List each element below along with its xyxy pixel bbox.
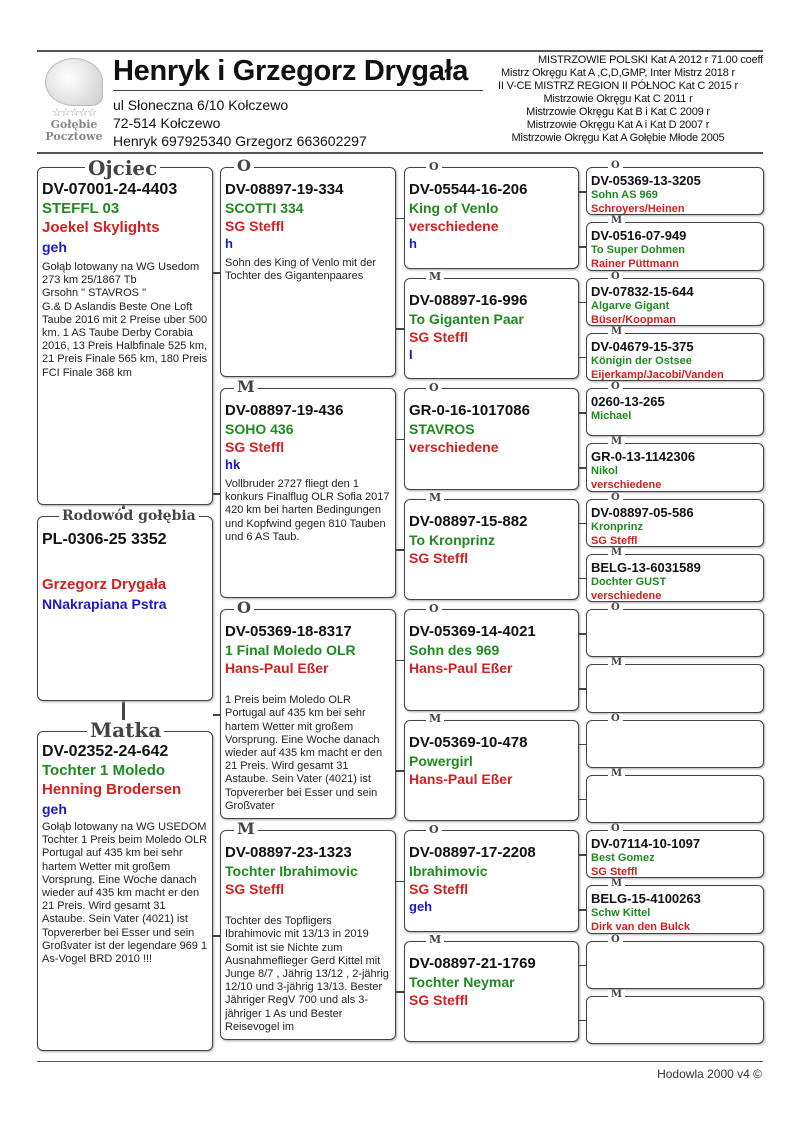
- pedigree-card[interactable]: [404, 278, 579, 380]
- pigeon-name: Tochter Neymar: [409, 973, 515, 990]
- logo-text: Gołębie: [50, 118, 98, 131]
- color: geh: [42, 801, 67, 817]
- award: II V-CE MISTRZ REGION II PÓŁNOC Kat C 2015 r: [498, 80, 738, 92]
- dam-label: M: [608, 879, 625, 889]
- pedigree-card[interactable]: [586, 775, 764, 823]
- breeder: verschiedene: [591, 589, 662, 602]
- breeder: SG Steffl: [591, 866, 638, 878]
- breeder: SG Steffl: [409, 991, 469, 1008]
- sire-label: O: [608, 603, 623, 613]
- connector: [579, 799, 586, 801]
- breeder: SG Steffl: [409, 328, 469, 345]
- ring-number: DV-08897-19-436: [225, 402, 344, 419]
- sire-label: O: [234, 600, 254, 616]
- award: MISTRZOWIE POLSKI Kat A 2012 r 71.00 coeff: [538, 54, 763, 66]
- award: Mistrzowie Okręgu Kat C 2011 r: [543, 93, 693, 105]
- connector: [579, 246, 586, 248]
- pigeon-name: Tochter Ibrahimovic: [225, 863, 358, 879]
- connector: [396, 991, 404, 993]
- connector: [579, 909, 586, 911]
- dam-label: M: [608, 769, 625, 779]
- connector: [396, 660, 404, 662]
- connector: [396, 218, 404, 220]
- breeder: verschiedene: [409, 439, 499, 455]
- header-rule: [37, 152, 763, 154]
- ring-number: DV-0516-07-949: [591, 228, 687, 244]
- color: I: [409, 346, 413, 362]
- pigeon-name: Powergirl: [409, 752, 473, 769]
- sire-label: O: [608, 382, 623, 392]
- pigeon-name: Königin der Ostsee: [591, 354, 692, 367]
- pedigree-card[interactable]: [586, 609, 764, 657]
- pedigree-card[interactable]: [586, 167, 764, 215]
- pedigree-card[interactable]: [404, 499, 579, 601]
- connector: [396, 549, 404, 551]
- connector: [213, 272, 220, 274]
- connector: [213, 493, 220, 495]
- breeder: Büser/Koopman: [591, 313, 676, 326]
- ring-number: GR-0-13-1142306: [591, 449, 696, 465]
- pigeon-name: STEFFL 03: [42, 200, 120, 217]
- note: Gołąb lotowany na WG Usedom 273 km 25/1867 Tb Grsohn " STAVROS " G.& D Aslandis Beste One Loft Taube 2016 mit 2 Preise uber 500 km. 1 AS Taube Derby Corabia 2016, 13 Preis Halbfinale 525 km, 21 Preis Finale 565 km, 180 Preis FCI Finale 368 km: [42, 261, 208, 379]
- pedigree-card[interactable]: [220, 167, 396, 377]
- address-line: 72-514 Kołczewo: [113, 115, 221, 131]
- pedigree-card[interactable]: [586, 443, 764, 491]
- connector: [213, 714, 220, 716]
- dam-label: M: [426, 934, 444, 945]
- connector: [579, 191, 586, 193]
- ring-number: DV-08897-21-1769: [409, 954, 536, 972]
- ring-number: DV-08897-23-1323: [225, 844, 352, 861]
- dam-label: M: [234, 379, 258, 395]
- note: Sohn des King of Venlo mit der Tochter des Gigantenpaares: [225, 257, 377, 283]
- pigeon-name: Tochter 1 Moledo: [42, 762, 166, 779]
- pedigree-card[interactable]: [586, 278, 764, 326]
- pigeon-name: Sohn AS 969: [591, 189, 658, 201]
- breeder: verschiedene: [409, 218, 499, 234]
- logo: [38, 58, 110, 150]
- breeder: Dirk van den Bulck: [591, 921, 691, 934]
- pigeon-name: SCOTTI 334: [225, 200, 304, 216]
- pedigree-card[interactable]: [404, 388, 579, 490]
- breeder: Hans-Paul Eßer: [225, 660, 329, 676]
- award: Mistrzowie Okręgu Kat A Gołębie Młode 2005: [511, 132, 725, 144]
- pigeon-name: Schw Kittel: [591, 907, 651, 920]
- pigeon-name: Sohn des 969: [409, 642, 500, 658]
- connector: [396, 439, 404, 441]
- connector: [396, 328, 404, 330]
- breeder: Henning Brodersen: [42, 781, 182, 798]
- award: Mistrzowie Okręgu Kat B i Kat C 2009 r: [526, 106, 710, 118]
- pedigree-card[interactable]: [586, 664, 764, 712]
- pigeon-name: Algarve Gigant: [591, 299, 670, 312]
- breeder: Eijerkamp/Jacobi/Vanden: [591, 368, 724, 381]
- connector: [213, 935, 220, 937]
- pedigree-card[interactable]: [404, 167, 579, 269]
- sire-label: O: [608, 493, 623, 503]
- ring-number: GR-0-16-1017086: [409, 402, 530, 419]
- connector: [396, 770, 404, 772]
- breeder: SG Steffl: [409, 881, 469, 897]
- subject-label: Rodowód gołębia: [59, 509, 199, 523]
- dam-label: M: [608, 327, 625, 337]
- pigeon-name: SOHO 436: [225, 421, 294, 437]
- dam-label: M: [426, 492, 444, 503]
- ring-number: DV-05369-10-478: [409, 733, 528, 751]
- connector: [579, 523, 586, 525]
- connector: [579, 302, 586, 304]
- ring-number: PL-0306-25 3352: [42, 531, 167, 548]
- dam-label: M: [426, 713, 444, 724]
- note: Tochter des Topfligers Ibrahimovic mit 13/13 in 2019 Somit ist sie Nichte zum Ausnahmeflieger Gerd Kittel mit Junge 8/7 , Jährig 13/12 , 2-jährig 12/10 und 3-jährig 13/13. Bester Jähriger RegV 700 und als 3-jähriger 1 As und Bester Reisevogel im: [225, 915, 389, 1033]
- sire-label: O: [426, 824, 442, 835]
- connector: [579, 467, 586, 469]
- ring-number: DV-05544-16-206: [409, 181, 528, 198]
- phone-line: Henryk 697925340 Grzegorz 663602297: [113, 133, 367, 149]
- pedigree-card[interactable]: [586, 388, 764, 436]
- breeder: Hans-Paul Eßer: [409, 660, 513, 676]
- pedigree-card[interactable]: [586, 885, 764, 933]
- dam-label: M: [608, 437, 625, 447]
- award: Mistrzowie Okręgu Kat A i Kat D 2007 r: [526, 119, 710, 131]
- pigeon-name: Nikol: [591, 465, 618, 478]
- connector: [579, 578, 586, 580]
- sire-label: O: [426, 382, 442, 393]
- ring-number: DV-08897-19-334: [225, 181, 344, 198]
- sire-label: O: [608, 824, 623, 834]
- pedigree-card[interactable]: [220, 388, 396, 598]
- breeder: SG Steffl: [225, 881, 285, 897]
- color: geh: [409, 899, 433, 914]
- pedigree-card[interactable]: [404, 720, 579, 822]
- pedigree-card[interactable]: [404, 609, 579, 711]
- sire-label: O: [426, 161, 442, 172]
- pedigree-card[interactable]: [586, 554, 764, 602]
- pedigree-card[interactable]: [404, 941, 579, 1043]
- note: Vollbruder 2727 fliegt den 1 konkurs Finalflug OLR Sofia 2017 420 km bei harten Bedingungen und Kopfwind gegen 810 Tauben und 6 AS Taub.: [225, 478, 390, 543]
- sire-label: O: [608, 935, 623, 945]
- ring-number: DV-05369-18-8317: [225, 623, 352, 640]
- pedigree-card[interactable]: [220, 609, 396, 819]
- connector: [579, 633, 586, 635]
- pigeon-name: Best Gomez: [591, 852, 655, 864]
- ring-number: DV-05369-14-4021: [409, 623, 536, 640]
- pigeon-name: Dochter GUST: [591, 575, 667, 588]
- note: Gołąb lotowany na WG USEDOM Tochter 1 Preis beim Moledo OLR Portugal auf 435 km bei sehr hartem Wetter mit großem Vorsprung. Eine Woche danach wieder auf 435 km macht er den 21 Preis. Wird gesamt 31 Astaube. Sein Vater (4021) ist Topvererber bei Esser und sein Großvater ist der legendare 969 1 As-Vogel BRD 2010 !!!: [42, 821, 208, 966]
- breeder: Rainer Püttmann: [591, 258, 680, 271]
- dam-label: M: [234, 821, 258, 837]
- father-label: Ojciec: [85, 158, 160, 178]
- subject-card[interactable]: [37, 516, 213, 701]
- sire-label: O: [608, 272, 623, 282]
- mother-label: Matka: [87, 720, 164, 740]
- pigeon-name: To Super Dohmen: [591, 244, 685, 257]
- color: NNakrapiana Pstra: [42, 596, 167, 612]
- ring-number: DV-04679-15-375: [591, 338, 694, 354]
- address-line: ul Słoneczna 6/10 Kołczewo: [113, 97, 289, 113]
- pigeon-name: 1 Final Moledo OLR: [225, 642, 356, 658]
- title-underline: [113, 90, 483, 91]
- ring-number: DV-08897-17-2208: [409, 844, 536, 861]
- note: 1 Preis beim Moledo OLR Portugal auf 435 km bei sehr hartem Wetter mit großem Vorsprung. Eine Woche danach wieder auf 435 km macht er den 21 Preis. Wird gesamt 31 Astaube. Sein Vater (4021) ist Topvererber bei Esser und sein Großvater: [225, 694, 383, 812]
- ring-number: 0260-13-265: [591, 394, 665, 409]
- pigeon-name: To Kronprinz: [409, 531, 496, 548]
- color: h: [409, 236, 417, 251]
- connector: [579, 412, 586, 414]
- dam-label: M: [608, 548, 625, 558]
- top-rule: [37, 50, 763, 52]
- breeder-address: [113, 96, 367, 150]
- breeder: Schroyers/Heinen: [591, 203, 685, 215]
- award: Mistrz Okręgu Kat A ,C,D,GMP, Inter Mistrz 2018 r: [501, 67, 735, 79]
- mother-card[interactable]: [37, 731, 213, 1051]
- dam-label: M: [608, 658, 625, 668]
- color: hk: [225, 457, 241, 472]
- pedigree-card[interactable]: [586, 720, 764, 768]
- pedigree-card[interactable]: [586, 333, 764, 381]
- connector: [579, 357, 586, 359]
- connector: [579, 688, 586, 690]
- footer-rule: [37, 1061, 763, 1062]
- pedigree-card[interactable]: [586, 941, 764, 989]
- pigeon-name: Kronprinz: [591, 520, 643, 533]
- ring-number: DV-08897-15-882: [409, 512, 528, 530]
- breeder-title: Henryk i Grzegorz Drygała: [113, 55, 469, 87]
- pedigree-card[interactable]: [586, 499, 764, 547]
- dam-label: M: [608, 216, 625, 226]
- ring-number: DV-08897-05-586: [591, 504, 694, 520]
- pigeon-name: Michael: [591, 410, 632, 422]
- logo-text: Pocztowe: [45, 130, 103, 143]
- connector: [579, 1020, 586, 1022]
- pigeon-name: To Giganten Paar: [409, 310, 524, 327]
- breeder: SG Steffl: [225, 439, 285, 455]
- ring-number: DV-02352-24-642: [42, 743, 169, 760]
- sire-label: O: [234, 158, 254, 174]
- ring-number: DV-05369-13-3205: [591, 173, 701, 188]
- breeder: SG Steffl: [225, 218, 285, 234]
- breeder: Joekel Skylights: [42, 219, 160, 236]
- connector: [579, 744, 586, 746]
- ring-number: DV-07001-24-4403: [42, 181, 178, 198]
- pigeon-head-icon: [45, 58, 103, 106]
- ring-number: BELG-15-4100263: [591, 891, 701, 907]
- ring-number: DV-07832-15-644: [591, 283, 694, 299]
- dam-label: M: [608, 990, 625, 1000]
- pedigree-card[interactable]: [586, 996, 764, 1044]
- breeder: Grzegorz Drygała: [42, 576, 167, 593]
- sire-label: O: [608, 161, 623, 171]
- connector: [579, 965, 586, 967]
- connector: [579, 854, 586, 856]
- pedigree-card[interactable]: [404, 830, 579, 932]
- breeder: SG Steffl: [409, 549, 469, 566]
- color: h: [225, 236, 233, 251]
- breeder: Hans-Paul Eßer: [409, 770, 513, 787]
- pedigree-card[interactable]: [586, 830, 764, 878]
- breeder: SG Steffl: [591, 534, 638, 547]
- pigeon-name: Ibrahimovic: [409, 863, 488, 879]
- pedigree-card[interactable]: [220, 830, 396, 1040]
- father-card[interactable]: [37, 167, 213, 505]
- sire-label: O: [608, 714, 623, 724]
- ring-number: DV-07114-10-1097: [591, 836, 701, 851]
- pedigree-card[interactable]: [586, 222, 764, 270]
- connector: [396, 881, 404, 883]
- awards-list: [473, 54, 763, 145]
- footer-credit: Hodowla 2000 v4 ©: [657, 1067, 762, 1081]
- pigeon-name: King of Venlo: [409, 200, 499, 216]
- ring-number: DV-08897-16-996: [409, 291, 528, 309]
- dam-label: M: [426, 271, 444, 282]
- pigeon-name: STAVROS: [409, 421, 475, 437]
- ring-number: BELG-13-6031589: [591, 559, 701, 575]
- sire-label: O: [426, 603, 442, 614]
- breeder: verschiedene: [591, 479, 662, 492]
- stars-icon: ☆☆☆☆☆: [51, 107, 97, 119]
- color: geh: [42, 239, 67, 255]
